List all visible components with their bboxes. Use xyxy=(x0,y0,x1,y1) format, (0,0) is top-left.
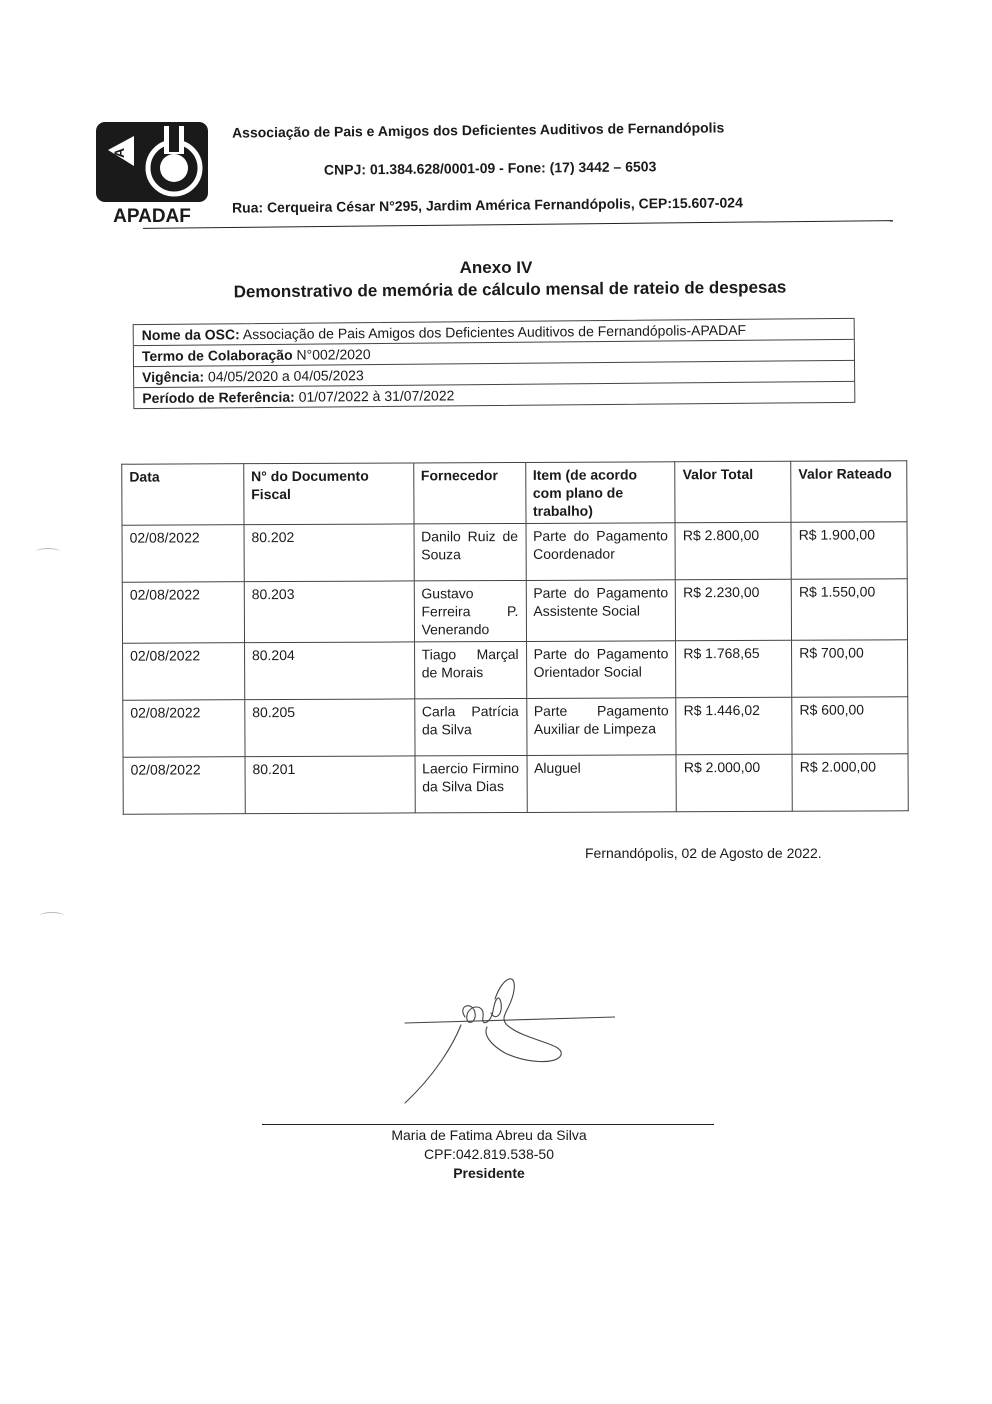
signature-line xyxy=(262,1124,714,1125)
cell-document: 80.203 xyxy=(244,581,414,643)
osc-value: Associação de Pais Amigos dos Deficientes Auditivos de Fernandópolis-APADAF xyxy=(239,321,747,343)
col-header-apportioned: Valor Rateado xyxy=(791,461,907,523)
table-row xyxy=(123,754,908,814)
periodo-value: 01/07/2022 à 31/07/2022 xyxy=(294,387,455,405)
table-row xyxy=(123,640,908,700)
signer-name: Maria de Fatima Abreu da Silva xyxy=(391,1127,587,1143)
svg-text:A: A xyxy=(111,147,127,158)
col-header-total: Valor Total xyxy=(675,461,791,523)
cell-apportioned: R$ 1.550,00 xyxy=(791,579,907,641)
cell-supplier: Tiago Marçal de Morais xyxy=(414,641,526,698)
address-line: Rua: Cerqueira César N°295, Jardim América Fernandópolis, CEP:15.607-024 xyxy=(231,194,743,216)
table-row xyxy=(123,697,908,757)
vigencia-label: Vigência: xyxy=(142,368,205,386)
termo-value: N°002/2020 xyxy=(292,346,371,363)
cell-item: Parte do Pagamento Orientador Social xyxy=(526,641,676,699)
cell-total: R$ 1.768,65 xyxy=(676,640,792,698)
periodo-label: Período de Referência: xyxy=(142,388,295,407)
cell-document: 80.201 xyxy=(245,756,415,814)
cell-supplier: Danilo Ruiz de Souza xyxy=(414,523,526,580)
col-header-item: Item (de acordo com plano de trabalho) xyxy=(525,462,675,524)
cell-date: 02/08/2022 xyxy=(122,525,244,583)
cell-total: R$ 2.800,00 xyxy=(675,522,791,580)
cell-supplier: Gustavo Ferreira P. Venerando xyxy=(414,580,526,641)
cnpj-line: CNPJ: 01.384.628/0001-09 - Fone: (17) 3442 – 6503 xyxy=(323,158,657,178)
annex-title: Anexo IV xyxy=(459,258,533,277)
cell-item: Parte do Pagamento Assistente Social xyxy=(526,580,676,642)
termo-label: Termo de Colaboração xyxy=(141,346,293,365)
cell-document: 80.204 xyxy=(244,642,414,700)
col-header-supplier: Fornecedor xyxy=(413,462,525,523)
col-header-document: N° do Documento Fiscal xyxy=(244,463,414,525)
col-header-data: Data xyxy=(122,464,244,526)
cell-date: 02/08/2022 xyxy=(123,757,245,815)
cell-item: Parte do Pagamento Coordenador xyxy=(526,523,676,581)
cell-date: 02/08/2022 xyxy=(123,643,245,701)
osc-info-box xyxy=(133,318,856,409)
svg-text:APADAF: APADAF xyxy=(113,206,191,226)
cell-supplier: Laercio Firmino da Silva Dias xyxy=(415,755,527,812)
cell-total: R$ 2.230,00 xyxy=(676,579,792,641)
place-date: Fernandópolis, 02 de Agosto de 2022. xyxy=(585,845,822,861)
cell-apportioned: R$ 600,00 xyxy=(792,697,908,755)
osc-label: Nome da OSC: xyxy=(141,326,240,344)
cell-document: 80.205 xyxy=(245,699,415,757)
document-subtitle: Demonstrativo de memória de cálculo mensal de rateio de despesas xyxy=(233,277,787,302)
handwritten-signature xyxy=(395,965,615,1110)
cell-supplier: Carla Patrícia da Silva xyxy=(414,698,526,755)
cell-item: Aluguel xyxy=(527,755,677,813)
table-row xyxy=(122,579,907,643)
cell-total: R$ 2.000,00 xyxy=(676,754,792,812)
cell-apportioned: R$ 2.000,00 xyxy=(792,754,908,812)
cell-document: 80.202 xyxy=(244,524,414,582)
org-name: Associação de Pais e Amigos dos Deficientes Auditivos de Fernandópolis xyxy=(231,119,725,141)
cell-date: 02/08/2022 xyxy=(123,700,245,758)
expense-table xyxy=(121,460,909,814)
cell-item: Parte Pagamento Auxiliar de Limpeza xyxy=(526,698,676,756)
cell-apportioned: R$ 1.900,00 xyxy=(791,522,907,580)
table-header-row xyxy=(122,461,907,525)
apadaf-logo xyxy=(94,122,210,226)
cell-total: R$ 1.446,02 xyxy=(676,697,792,755)
vigencia-value: 04/05/2020 a 04/05/2023 xyxy=(204,367,364,385)
scan-mark xyxy=(40,912,64,919)
cell-date: 02/08/2022 xyxy=(122,582,244,644)
cell-apportioned: R$ 700,00 xyxy=(792,640,908,698)
header-divider xyxy=(143,220,893,229)
signer-role: Presidente xyxy=(453,1165,525,1181)
scan-mark xyxy=(36,548,60,555)
table-row xyxy=(122,522,907,582)
signer-cpf: CPF:042.819.538-50 xyxy=(424,1146,554,1162)
